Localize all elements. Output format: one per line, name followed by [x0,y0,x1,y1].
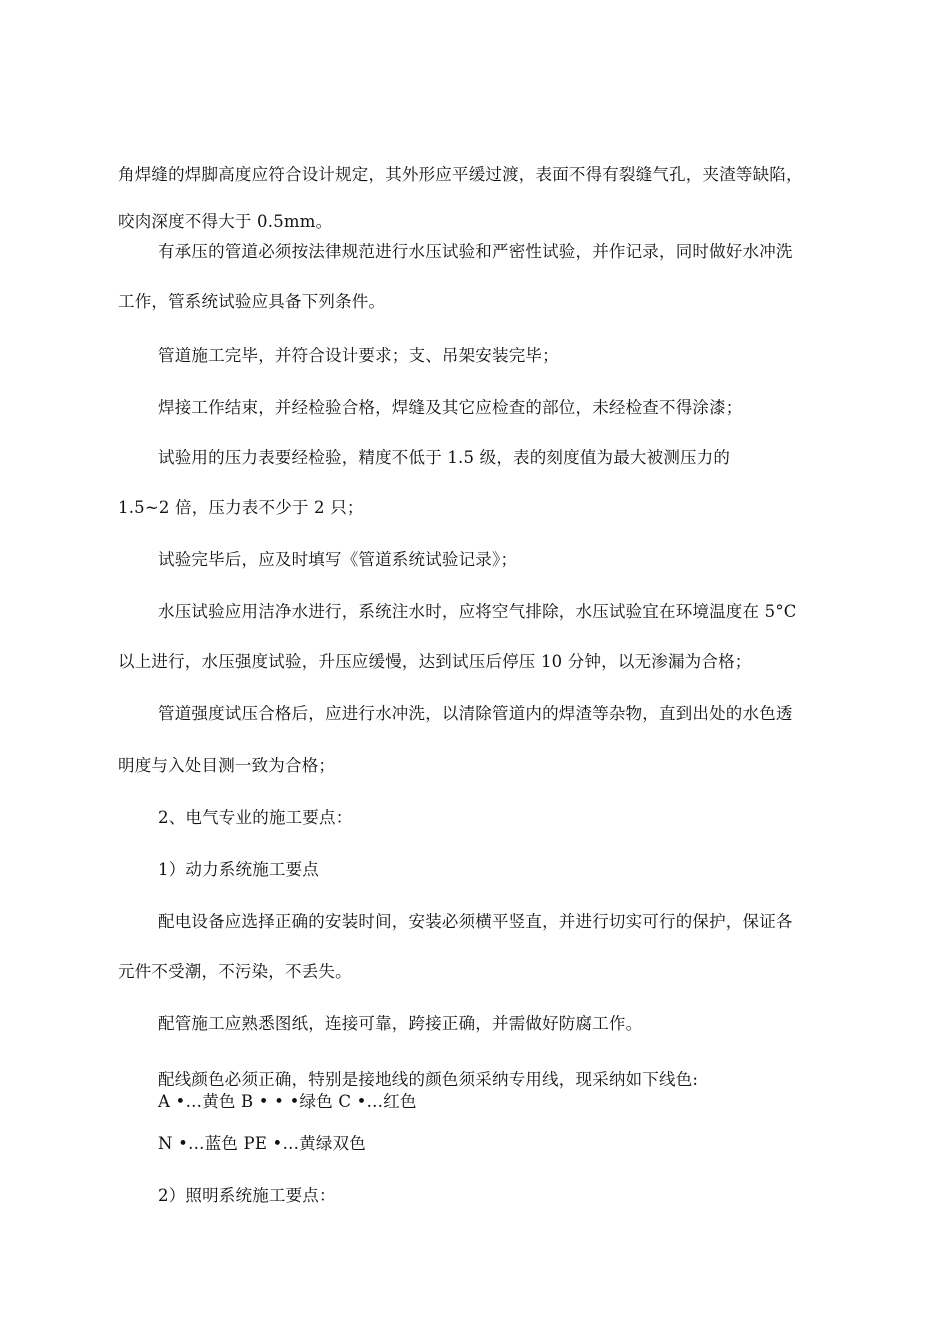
paragraph-line: 有承压的管道必须按法律规范进行水压试验和严密性试验，并作记录，同时做好水冲洗 [158,242,793,261]
paragraph-line: 元件不受潮，不污染，不丢失。 [118,962,352,981]
paragraph-line: 配电设备应选择正确的安装时间，安装必须横平竖直，并进行切实可行的保护，保证各 [158,912,793,931]
wire-color-line: N •…蓝色 PE •…黄绿双色 [158,1134,366,1153]
paragraph-line: 管道强度试压合格后，应进行水冲洗，以清除管道内的焊渣等杂物，直到出处的水色透 [158,704,793,723]
paragraph-line: 管道施工完毕，并符合设计要求；支、吊架安装完毕； [158,346,559,365]
section-heading: 2、电气专业的施工要点： [158,808,353,827]
paragraph-line: 配线颜色必须正确，特别是接地线的颜色须采纳专用线，现采纳如下线色: [158,1070,699,1089]
paragraph-line: 明度与入处目测一致为合格； [118,756,336,775]
paragraph-line: 工作，管系统试验应具备下列条件。 [118,292,386,311]
subsection-heading: 2）照明系统施工要点： [158,1186,336,1205]
paragraph-line: 焊接工作结束，并经检验合格，焊缝及其它应检查的部位，未经检查不得涂漆； [158,398,743,417]
paragraph-line: 试验用的压力表要经检验，精度不低于 1.5 级，表的刻度值为最大被测压力的 [158,448,731,467]
paragraph-line: 以上进行，水压强度试验，升压应缓慢，达到试压后停压 10 分钟，以无渗漏为合格； [118,652,752,671]
subsection-heading: 1）动力系统施工要点 [158,860,319,879]
paragraph-line: 试验完毕后，应及时填写《管道系统试验记录》； [158,550,518,569]
paragraph-line: 角焊缝的焊脚高度应符合设计规定，其外形应平缓过渡，表面不得有裂缝气孔，夹渣等缺陷， [118,165,803,184]
wire-color-line: A •…黄色 B • • •绿色 C •…红色 [158,1092,417,1111]
paragraph-line: 水压试验应用洁净水进行，系统注水时，应将空气排除，水压试验宜在环境温度在 5°C [158,602,797,621]
paragraph-line: 配管施工应熟悉图纸，连接可靠，跨接正确，并需做好防腐工作。 [158,1014,643,1033]
paragraph-line: 咬肉深度不得大于 0.5mm。 [118,212,333,231]
paragraph-line: 1.5~2 倍，压力表不少于 2 只； [118,498,364,517]
